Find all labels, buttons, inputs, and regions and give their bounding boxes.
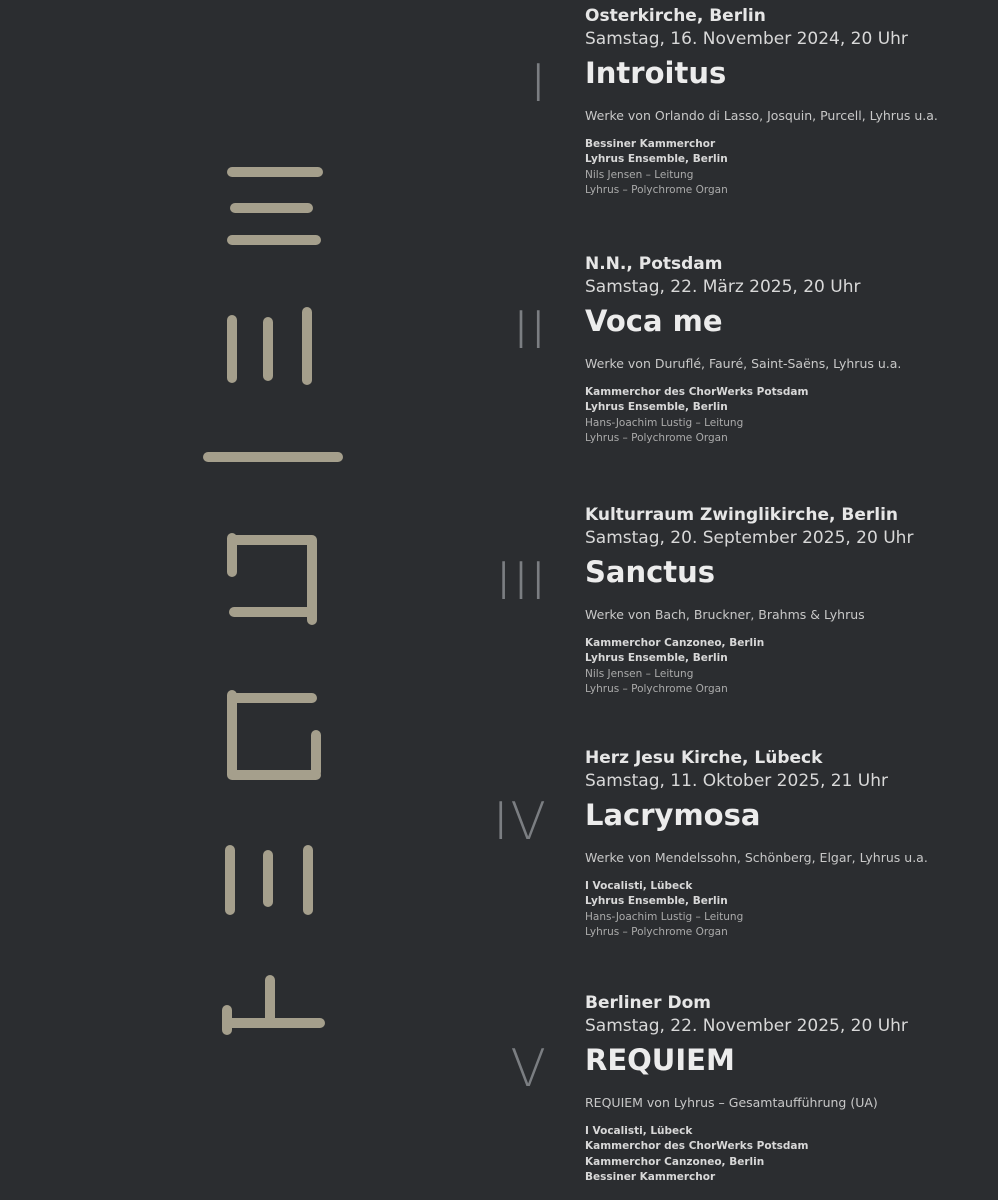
event-block xyxy=(585,253,985,446)
performer-role: Lyhrus – Polychrome Organ xyxy=(585,925,728,938)
event-credits xyxy=(585,636,985,697)
event-block xyxy=(585,5,985,198)
event-numeral: IV xyxy=(493,792,548,852)
ensemble-name: Lyhrus Ensemble, Berlin xyxy=(585,895,728,908)
ensemble-name: Lyhrus Ensemble, Berlin xyxy=(585,401,728,414)
event-date: Samstag, 22. März 2025, 20 Uhr xyxy=(585,277,861,297)
event-works: Werke von Bach, Bruckner, Brahms & Lyhrus xyxy=(585,607,865,622)
ensemble-name: Kammerchor Canzoneo, Berlin xyxy=(585,637,765,649)
ensemble-name: Bessiner Kammerchor xyxy=(585,1170,716,1183)
ensemble-name: I Vocalisti, Lübeck xyxy=(585,880,693,892)
event-works: REQUIEM von Lyhrus – Gesamtaufführung (UA) xyxy=(585,1095,878,1110)
performer-role: Nils Jensen – Leitung xyxy=(585,667,694,680)
logo-letter-bars-1 xyxy=(232,312,307,380)
performer-role: Lyhrus – Polychrome Organ xyxy=(585,183,728,196)
event-works: Werke von Mendelssohn, Schönberg, Elgar, Lyhrus u.a. xyxy=(585,850,928,865)
performer-role: Lyhrus – Polychrome Organ xyxy=(585,682,728,695)
event-numeral: III xyxy=(495,552,548,612)
event-venue: Kulturraum Zwinglikirche, Berlin xyxy=(585,505,899,525)
ensemble-name: Kammerchor Canzoneo, Berlin xyxy=(585,1155,765,1168)
performer-role: Lyhrus – Polychrome Organ xyxy=(585,431,728,444)
ensemble-name: Kammerchor des ChorWerks Potsdam xyxy=(585,1140,809,1153)
logo-letter-bars-2 xyxy=(230,850,308,910)
event-block xyxy=(585,747,985,940)
event-credits xyxy=(585,137,985,198)
logo-letter-e-top xyxy=(232,172,318,240)
requiem-logo xyxy=(190,150,360,1050)
ensemble-name: Lyhrus Ensemble, Berlin xyxy=(585,153,728,166)
event-date: Samstag, 16. November 2024, 20 Uhr xyxy=(585,29,908,49)
event-date: Samstag, 20. September 2025, 20 Uhr xyxy=(585,528,914,548)
performer-role: Hans-Joachim Lustig – Leitung xyxy=(585,910,744,923)
event-venue: Berliner Dom xyxy=(585,993,711,1013)
event-works: Werke von Duruflé, Fauré, Saint-Saëns, Lyhrus u.a. xyxy=(585,356,902,371)
event-works: Werke von Orlando di Lasso, Josquin, Purcell, Lyhrus u.a. xyxy=(585,108,938,123)
event-date: Samstag, 22. November 2025, 20 Uhr xyxy=(585,1016,908,1036)
event-venue: Herz Jesu Kirche, Lübeck xyxy=(585,748,823,768)
event-title: Lacrymosa xyxy=(585,798,761,832)
event-credits xyxy=(585,1124,985,1185)
event-date: Samstag, 11. Oktober 2025, 21 Uhr xyxy=(585,771,888,791)
ensemble-name: Kammerchor des ChorWerks Potsdam xyxy=(585,386,809,398)
event-venue: N.N., Potsdam xyxy=(585,254,723,274)
ensemble-name: Bessiner Kammerchor xyxy=(585,138,716,150)
ensemble-name: I Vocalisti, Lübeck xyxy=(585,1125,693,1137)
performer-role: Hans-Joachim Lustig – Leitung xyxy=(585,416,744,429)
event-title: Introitus xyxy=(585,56,727,90)
logo-letter-square-2 xyxy=(232,695,316,775)
event-block xyxy=(585,992,985,1185)
event-title: Sanctus xyxy=(585,555,716,589)
event-credits xyxy=(585,879,985,940)
ensemble-name: Lyhrus Ensemble, Berlin xyxy=(585,652,728,665)
event-numeral: I xyxy=(530,54,548,114)
event-title: REQUIEM xyxy=(585,1043,735,1077)
event-block xyxy=(585,504,985,697)
event-title: Voca me xyxy=(585,304,723,338)
performer-role: Nils Jensen – Leitung xyxy=(585,168,694,181)
logo-letter-m-bottom xyxy=(227,980,320,1030)
event-venue: Osterkirche, Berlin xyxy=(585,6,766,26)
logo-letter-square-1 xyxy=(232,538,312,620)
event-credits xyxy=(585,385,985,446)
event-numeral: II xyxy=(513,301,548,361)
event-numeral: V xyxy=(510,1039,548,1099)
